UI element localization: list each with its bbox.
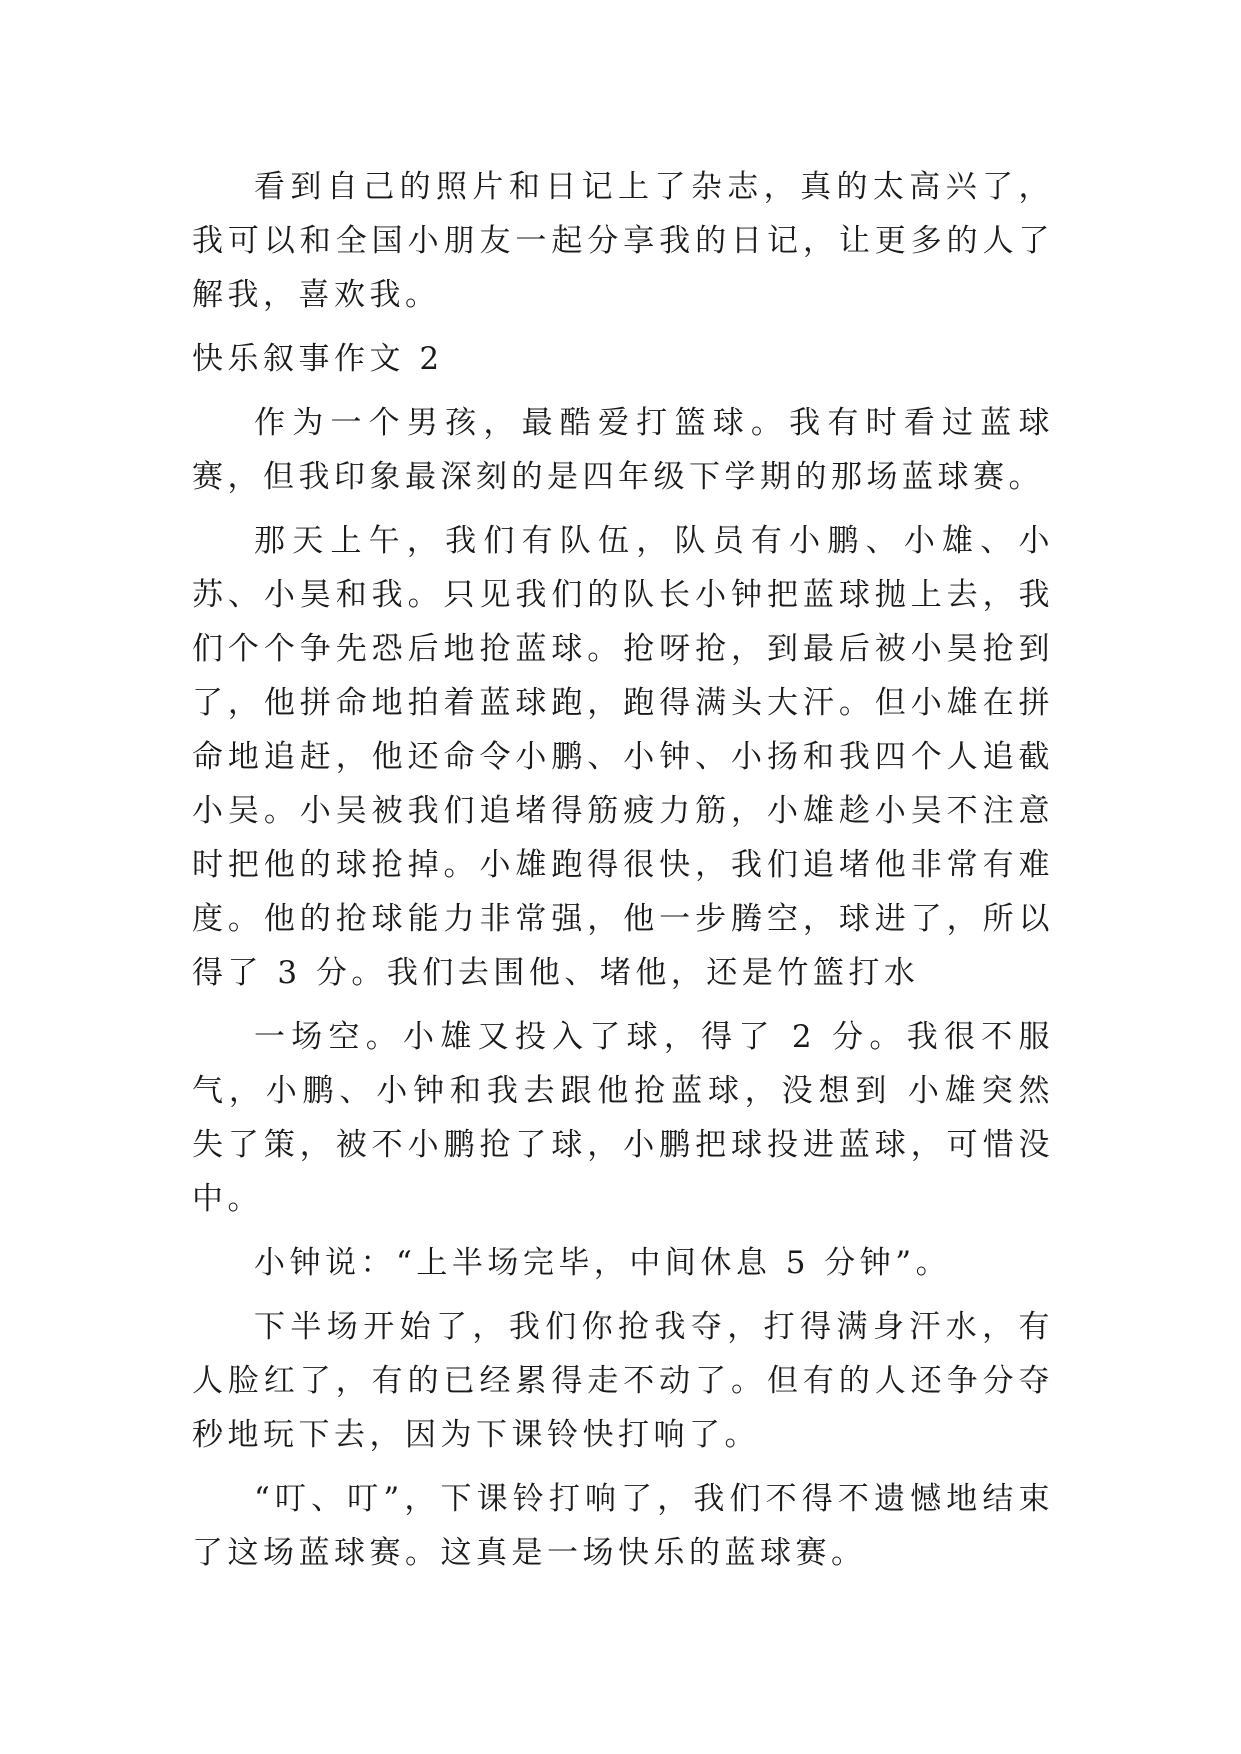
essay-heading: 快乐叙事作文 2 xyxy=(192,341,444,377)
body-paragraph-6: “叮、叮”，下课铃打响了，我们不得不遗憾地结束了这场蓝球赛。这真是一场快乐的蓝球赛。 xyxy=(192,1481,1054,1571)
intro-paragraph: 看到自己的照片和日记上了杂志，真的太高兴了，我可以和全国小朋友一起分享我的日记，让更多的人了解我，喜欢我。 xyxy=(192,169,1054,313)
document-page xyxy=(192,160,1054,1580)
body-paragraph-4: 小钟说：“上半场完毕，中间休息 5 分钟”。 xyxy=(254,1245,952,1281)
body-paragraph-3: 一场空。小雄又投入了球，得了 2 分。我很不服气，小鹏、小钟和我去跟他抢蓝球，没想到 小雄突然失了策，被不小鹏抢了球，小鹏把球投进蓝球，可惜没中。 xyxy=(192,1019,1054,1217)
body-paragraph-1: 作为一个男孩，最酷爱打篮球。我有时看过蓝球赛，但我印象最深刻的是四年级下学期的那场蓝球赛。 xyxy=(192,405,1054,495)
body-paragraph-2: 那天上午，我们有队伍，队员有小鹏、小雄、小苏、小昊和我。只见我们的队长小钟把蓝球抛上去，我们个个争先恐后地抢蓝球。抢呀抢，到最后被小昊抢到了，他拼命地拍着蓝球跑，跑得满头大汗。但小雄在拼命地追赶，他还命令小鹏、小钟、小扬和我四个人追截小吴。小吴被我们追堵得筋疲力筋，小雄趁小吴不注意时把他的球抢掉。小雄跑得很快，我们追堵他非常有难度。他的抢球能力非常强，他一步腾空，球进了，所以得了 3 分。我们去围他、堵他，还是竹篮打水 xyxy=(192,523,1054,991)
body-paragraph-5: 下半场开始了，我们你抢我夺，打得满身汗水，有人脸红了，有的已经累得走不动了。但有的人还争分夺秒地玩下去，因为下课铃快打响了。 xyxy=(192,1309,1054,1453)
